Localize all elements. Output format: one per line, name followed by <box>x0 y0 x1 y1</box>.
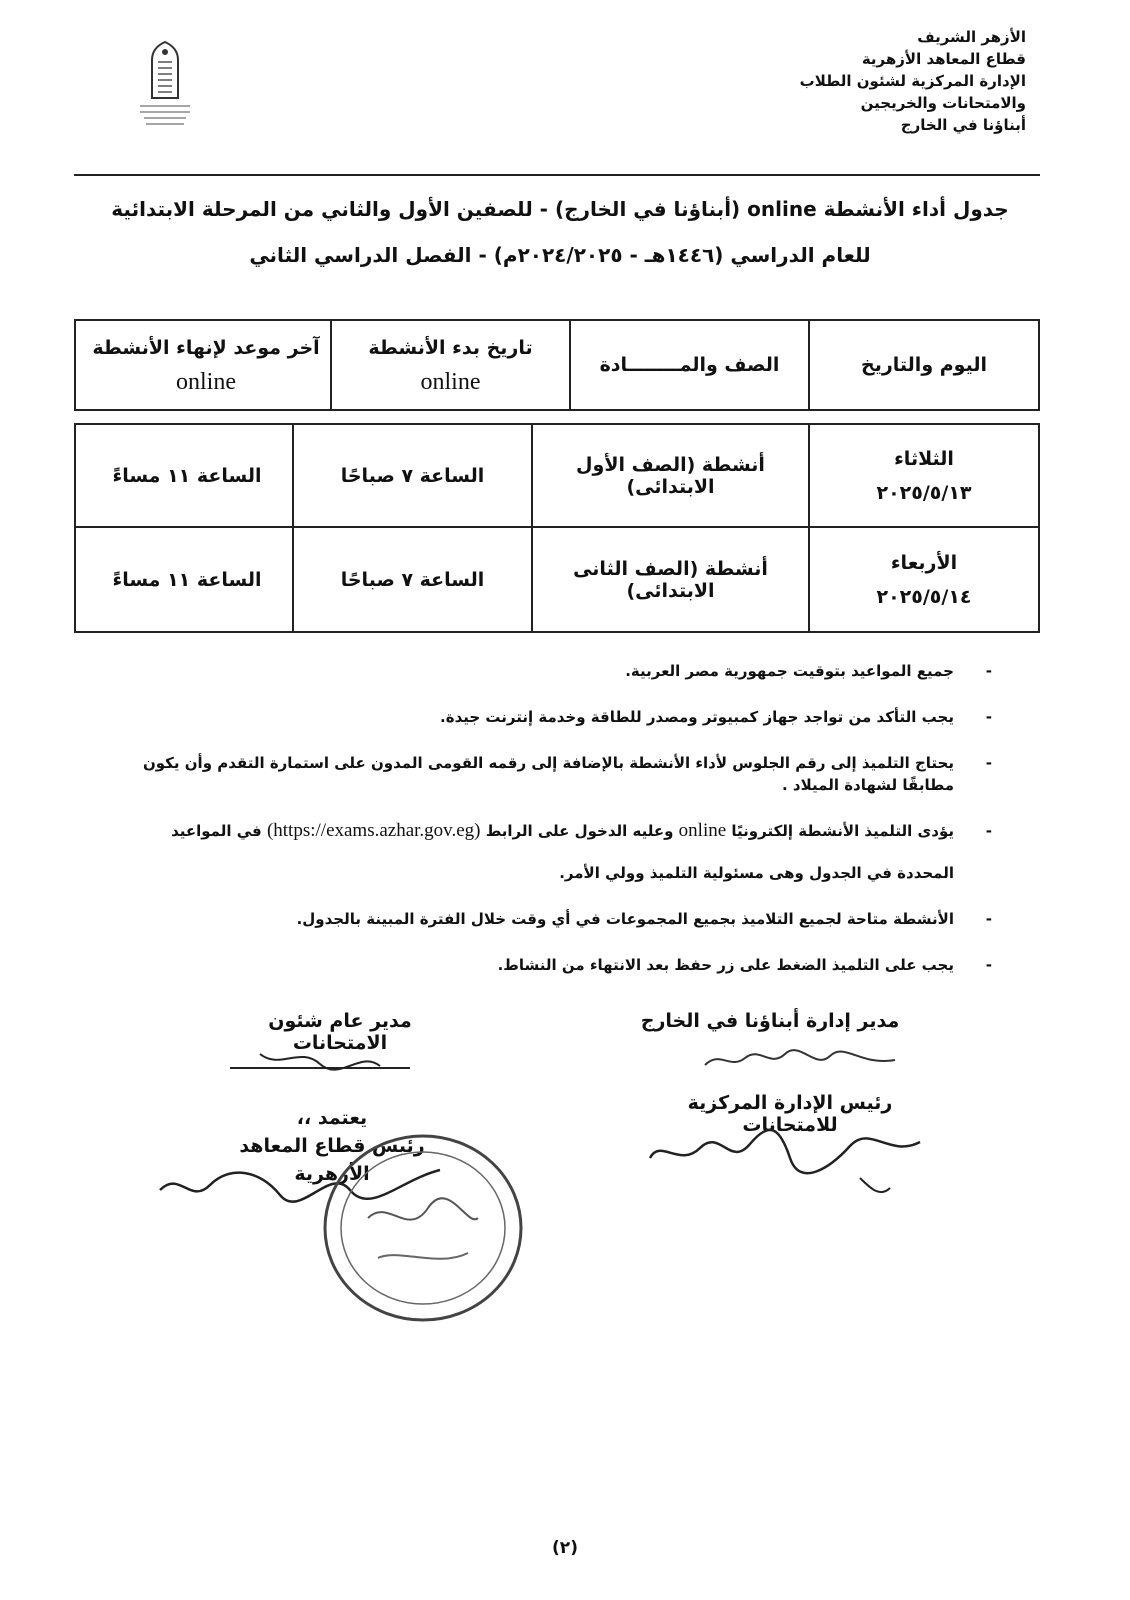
bullet-dash: - <box>985 956 992 974</box>
note-item <box>112 954 992 976</box>
note-text: الأنشطة متاحة لجميع التلاميذ بجميع المجموعات في أي وقت خلال الفترة المبينة بالجدول. <box>296 910 954 928</box>
day-name: الأربعاء <box>890 551 958 574</box>
table-row <box>76 425 1038 528</box>
bullet-dash: - <box>985 754 992 772</box>
day-name: الثلاثاء <box>894 447 954 470</box>
schedule-table-header <box>74 319 1040 411</box>
header-end-online: online <box>176 369 236 395</box>
page-number: (٢) <box>552 1538 578 1558</box>
signatory-left-title-2: رئيس قطاع المعاهد الأزهرية <box>239 1135 425 1185</box>
note-text-continued: المحددة في الجدول وهى مسئولية التلميذ وولي الأمر. <box>559 864 954 882</box>
signatory-right-title: مدير إدارة أبناؤنا في الخارج <box>640 1010 900 1032</box>
header-start <box>330 321 569 409</box>
bullet-dash: - <box>985 708 992 726</box>
handwritten-signature-icon <box>640 1118 930 1208</box>
note-item <box>112 706 992 728</box>
header-start-online: online <box>420 369 481 395</box>
signatory-right-title-2: رئيس الإدارة المركزية للامتحانات <box>687 1092 893 1136</box>
al-azhar-logo-icon <box>136 38 194 130</box>
activity-cell: أنشطة (الصف الثانى الابتدائى) <box>531 528 808 631</box>
note-text: يجب على التلميذ الضغط على زر حفظ بعد الانتهاء من النشاط. <box>497 956 954 974</box>
note-item <box>112 820 992 884</box>
note-item <box>112 752 992 796</box>
handwritten-signature-icon <box>220 1040 420 1080</box>
approval-label: يعتمد ،، <box>296 1107 368 1129</box>
schedule-table-body <box>74 423 1040 633</box>
note-text: في المواعيد <box>171 822 262 840</box>
org-line: أبناؤنا في الخارج <box>900 116 1026 134</box>
document-title <box>60 186 1060 278</box>
header-divider <box>74 174 1040 176</box>
day-date: ٢٠٢٥/٥/١٤ <box>876 585 972 608</box>
header-end <box>82 321 330 409</box>
title-line-2: للعام الدراسي (١٤٤٦هـ - ٢٠٢٤/٢٠٢٥م) - الفصل الدراسي الثاني <box>249 243 871 267</box>
note-online: online <box>678 820 727 841</box>
title-line-1: جدول أداء الأنشطة online (أبناؤنا في الخارج) - للصفين الأول والثاني من المرحلة الابتدائية <box>111 197 1009 221</box>
note-item <box>112 660 992 682</box>
bullet-dash: - <box>985 822 992 840</box>
org-line: الإدارة المركزية لشئون الطلاب <box>799 72 1026 90</box>
note-text: يحتاج التلميذ إلى رقم الجلوس لأداء الأنشطة بالإضافة إلى رقمه القومى المدون على استمارة التقدم وأن يكون مطابقًا لشهادة الميلاد . <box>142 754 954 794</box>
note-text: يجب التأكد من تواجد جهاز كمبيوتر ومصدر للطاقة وخدمة إنترنت جيدة. <box>440 708 954 726</box>
handwritten-signature-icon <box>700 1040 900 1080</box>
header-end-label: آخر موعد لإنهاء الأنشطة <box>92 337 320 359</box>
table-row <box>76 528 1038 631</box>
bullet-dash: - <box>985 662 992 680</box>
note-item <box>112 908 992 930</box>
org-line: والامتحانات والخريجين <box>860 94 1026 112</box>
day-date-cell <box>808 425 1038 526</box>
header-day-date <box>808 321 1038 409</box>
activity-cell: أنشطة (الصف الأول الابتدائى) <box>531 425 808 526</box>
header-class-subject-label: الصف والمــــــــادة <box>599 354 780 376</box>
header-start-label: تاريخ بدء الأنشطة <box>368 337 533 359</box>
end-cell: الساعة ١١ مساءً <box>112 568 262 591</box>
org-line: قطاع المعاهد الأزهرية <box>861 50 1026 68</box>
start-cell: الساعة ٧ صباحًا <box>292 528 531 631</box>
organization-header <box>800 26 1026 136</box>
header-day-date-label: اليوم والتاريخ <box>861 354 987 376</box>
note-text: وعليه الدخول على الرابط <box>485 822 674 840</box>
bullet-dash: - <box>985 910 992 928</box>
notes-list <box>112 660 992 1000</box>
start-cell: الساعة ٧ صباحًا <box>292 425 531 526</box>
note-text: جميع المواعيد بتوقيت جمهورية مصر العربية. <box>625 662 954 680</box>
official-stamp-icon <box>318 1128 528 1328</box>
signatory-left-title: مدير عام شئون الامتحانات <box>268 1010 412 1054</box>
exam-link[interactable]: (https://exams.azhar.gov.eg) <box>266 820 481 841</box>
org-line: الأزهر الشريف <box>917 28 1026 46</box>
note-text: يؤدى التلميذ الأنشطة إلكترونيًا <box>731 822 954 840</box>
header-class-subject <box>569 321 808 409</box>
day-date: ٢٠٢٥/٥/١٣ <box>876 481 972 504</box>
end-cell: الساعة ١١ مساءً <box>112 464 262 487</box>
day-date-cell <box>808 528 1038 631</box>
